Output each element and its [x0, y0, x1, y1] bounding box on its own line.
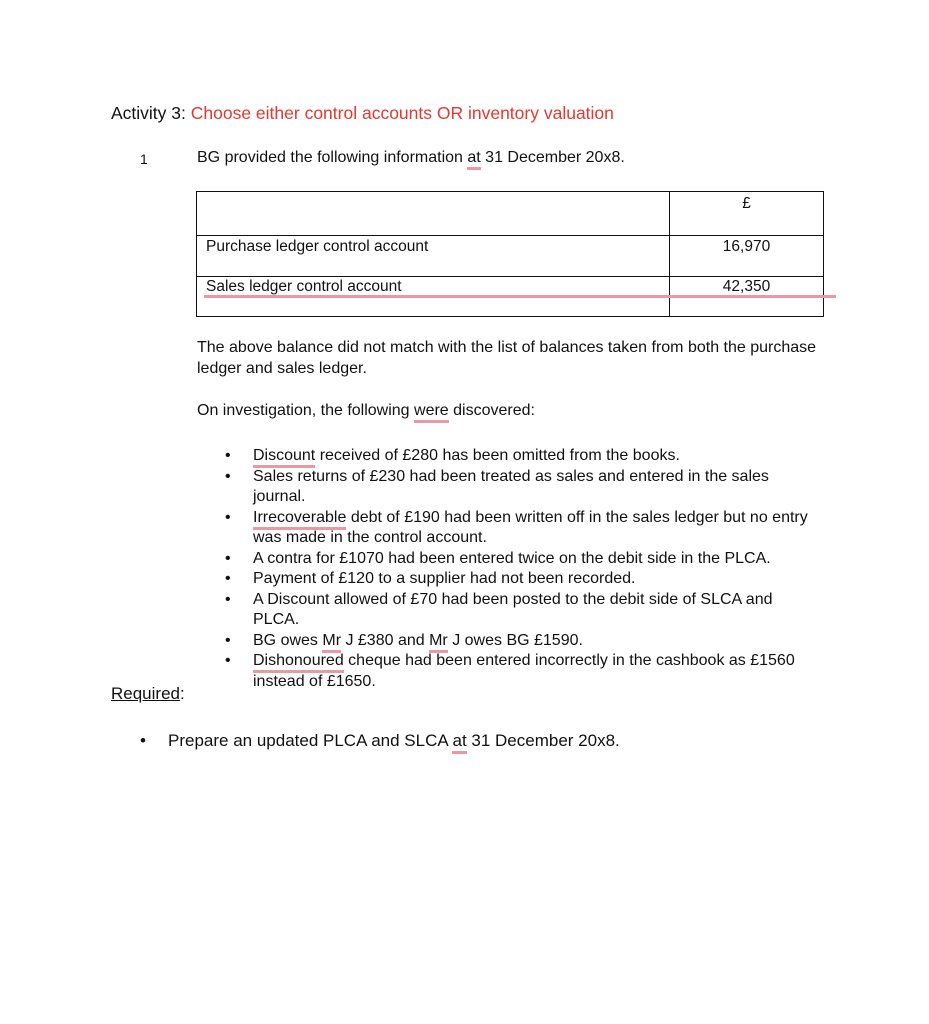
list-item — [225, 590, 815, 631]
question-intro — [197, 149, 625, 167]
list-item — [225, 549, 815, 570]
grammar-marked-word[interactable]: at — [467, 149, 481, 166]
grammar-underline[interactable] — [204, 295, 836, 298]
item-text: A Discount allowed of £70 had been posted to the debit side of SLCA and PLCA. — [253, 590, 773, 628]
table-row — [197, 236, 824, 277]
paragraph-line: ledger and sales ledger. — [197, 360, 367, 377]
list-item — [225, 569, 815, 590]
item-text: received of £280 has been omitted from the books. — [315, 447, 680, 464]
list-item — [225, 508, 815, 549]
list-item — [225, 446, 815, 467]
required-colon: : — [180, 684, 185, 703]
item-text: J owes BG £1590. — [447, 631, 583, 649]
paragraph-balance-mismatch — [197, 337, 816, 379]
required-label: Required — [111, 684, 180, 703]
activity-instruction: Choose either control accounts OR inventory valuation — [190, 103, 614, 123]
spell-marked-word[interactable]: Dishonoured — [253, 652, 344, 669]
item-text: cheque had been entered incorrectly in the cashbook as £1560 instead of £1650. — [253, 652, 795, 690]
activity-prefix: Activity 3: — [111, 103, 191, 123]
task-date: 31 December 20x8. — [466, 731, 620, 750]
item-text: Sales returns of £230 had been treated as sales and entered in the sales journal. — [253, 467, 769, 505]
list-item — [225, 631, 815, 652]
item-text: BG owes — [253, 631, 323, 649]
spell-marked-word[interactable]: Mr — [322, 631, 342, 649]
spell-marked-word[interactable]: Discount — [253, 447, 316, 464]
required-task — [140, 731, 620, 751]
item-text: Payment of £120 to a supplier had not been recorded. — [253, 570, 636, 587]
header-label-cell — [197, 192, 670, 236]
question-number: 1 — [140, 151, 148, 167]
bullet-icon: • — [140, 731, 146, 750]
paragraph-line: The above balance did not match with the list of balances taken from both the purchase — [197, 339, 817, 356]
item-text: A contra for £1070 had been entered twice on the debit side in the PLCA. — [253, 549, 771, 567]
task-text: Prepare an updated PLCA and SLCA — [168, 731, 453, 750]
required-heading — [111, 684, 185, 704]
row-amount: 42,350 — [670, 277, 824, 317]
item-text: debt of £190 had been written off in the sales ledger but no entry was made in the control account. — [253, 508, 808, 546]
activity-title — [111, 103, 614, 124]
grammar-marked-word[interactable]: were — [414, 402, 449, 419]
row-amount: 16,970 — [670, 236, 824, 277]
list-item — [225, 651, 815, 692]
grammar-marked-word[interactable]: at — [452, 731, 467, 750]
currency-header: £ — [670, 192, 824, 236]
list-item — [225, 467, 815, 508]
paragraph-text: discovered: — [448, 402, 535, 419]
row-label: Sales ledger control account — [197, 277, 670, 317]
row-label: Purchase ledger control account — [197, 236, 670, 277]
spell-marked-word[interactable]: Irrecoverable — [253, 508, 347, 526]
paragraph-investigation — [197, 400, 535, 421]
item-text: J £380 and — [341, 631, 430, 649]
intro-text: BG provided the following information — [197, 149, 468, 166]
balances-table — [196, 191, 824, 317]
table-header-row — [197, 192, 824, 236]
issues-list — [225, 446, 815, 692]
paragraph-text: On investigation, the following — [197, 402, 415, 419]
spell-marked-word[interactable]: Mr — [429, 631, 448, 649]
intro-date: 31 December 20x8. — [480, 149, 625, 166]
